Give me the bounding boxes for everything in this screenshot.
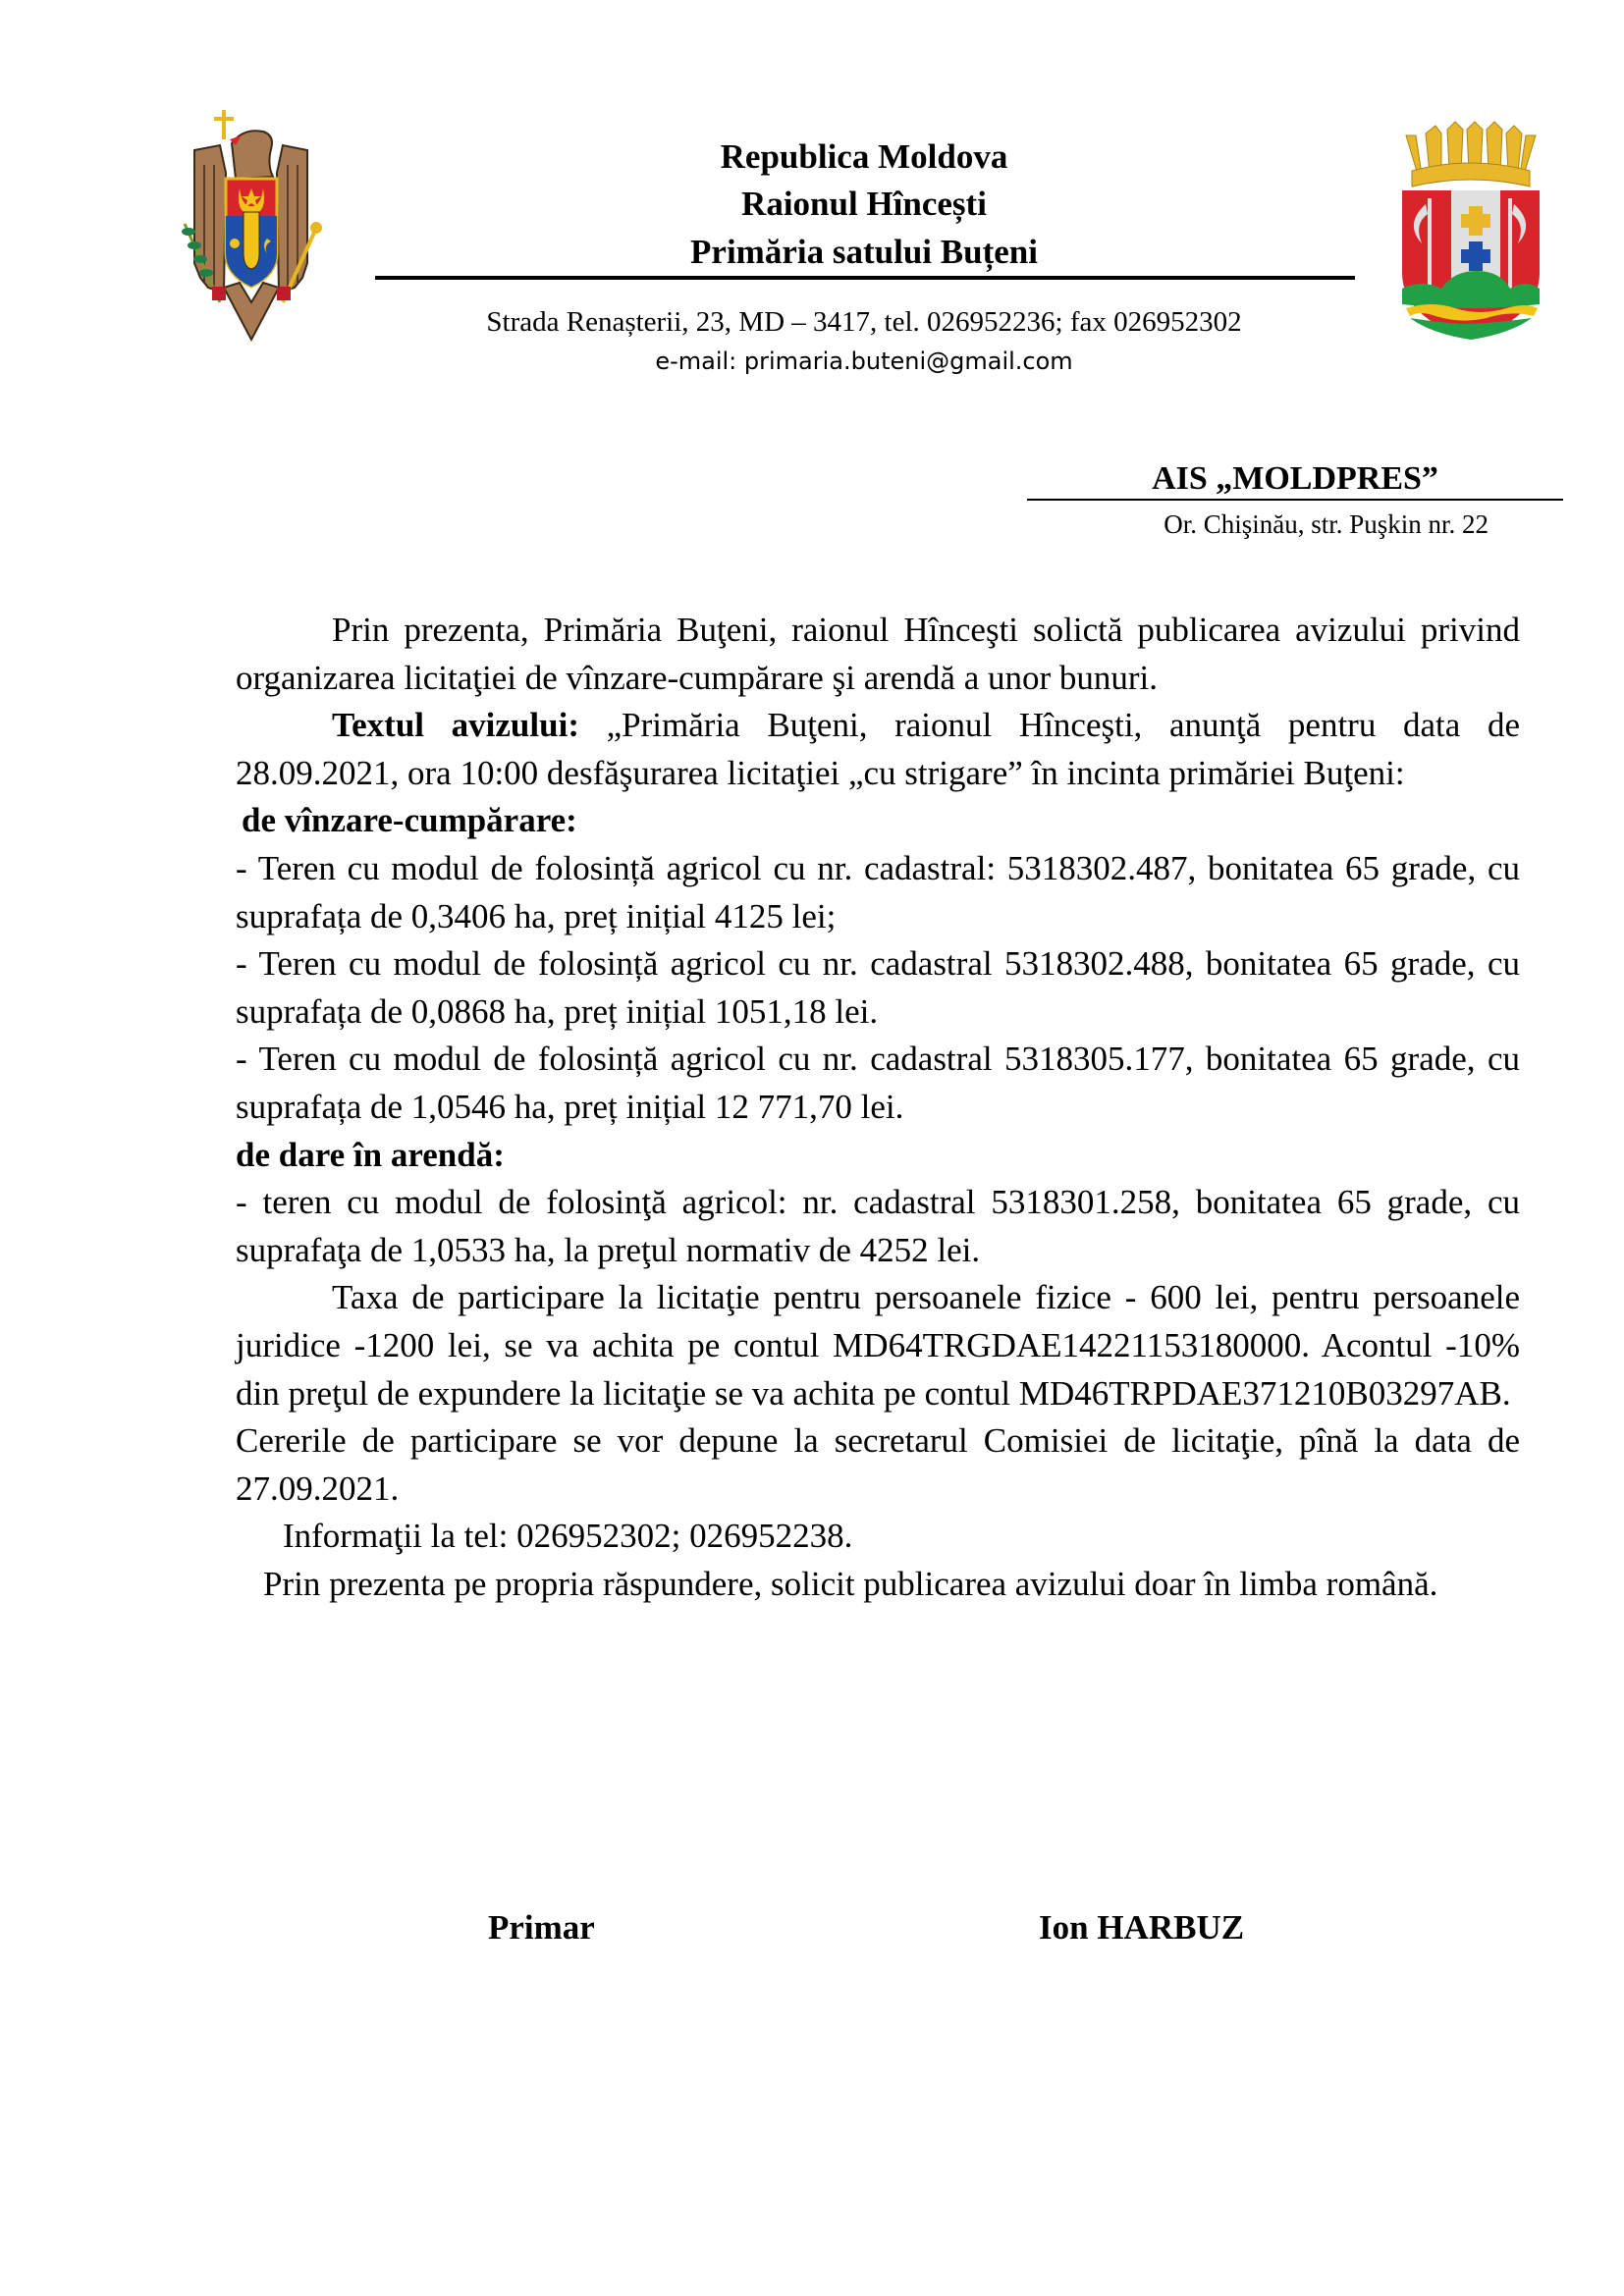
info-paragraph: Informaţii la tel: 026952302; 026952238. [283, 1517, 853, 1556]
header-address: Strada Renașterii, 23, MD – 3417, tel. 026952236; fax 026952302 [486, 306, 1242, 338]
header-district: Raionul Hîncești [741, 185, 987, 223]
header-country: Republica Moldova [720, 137, 1008, 176]
closing-paragraph: Prin prezenta pe propria răspundere, solicit publicarea avizului doar în limba română. [263, 1564, 1438, 1603]
signature-name: Ion HARBUZ [1039, 1908, 1245, 1947]
sale-heading: de vînzare-cumpărare: [242, 801, 577, 840]
sale-item: - Teren cu modul de folosință agricol cu nr. cadastral: 5318302.487, bonitatea 65 grade, cu suprafața de 0,3406 ha, preț inițial 4125 lei; [236, 848, 1520, 935]
recipient-underline [1027, 499, 1563, 501]
lease-item: - teren cu modul de folosinţă agricol: nr. cadastral 5318301.258, bonitatea 65 grade, cu suprafaţa de 1,0533 ha, la preţul normativ de 4252 lei. [236, 1183, 1520, 1269]
header-divider [375, 276, 1355, 280]
applications-paragraph: Cererile de participare se vor depune la secretarul Comisiei de licitaţie, pînă la data de 27.09.2021. [236, 1421, 1520, 1508]
sale-item: - Teren cu modul de folosință agricol cu nr. cadastral 5318305.177, bonitatea 65 grade, cu suprafața de 1,0546 ha, preț inițial 12 771,70 lei. [236, 1040, 1520, 1126]
header-institution: Primăria satului Buțeni [690, 233, 1038, 271]
recipient-address: Or. Chişinău, str. Puşkin nr. 22 [1164, 509, 1489, 539]
buteni-coat-of-arms-icon [1392, 116, 1549, 342]
intro-paragraph: Prin prezenta, Primăria Buţeni, raionul Hînceşti solictă publicarea avizului privind organizarea licitaţiei de vînzare-cumpărare şi arendă a unor bunuri. [236, 611, 1520, 697]
header-email: e-mail: primaria.buteni@gmail.com [655, 347, 1073, 375]
notice-label: Textul avizului: [332, 706, 579, 745]
letter-body [236, 607, 1520, 1608]
sale-item: - Teren cu modul de folosință agricol cu nr. cadastral 5318302.488, bonitatea 65 grade, cu suprafața de 0,0868 ha, preț inițial 1051,18 lei. [236, 944, 1520, 1031]
recipient-name: AIS „MOLDPRES” [1152, 460, 1438, 497]
signature-role: Primar [488, 1908, 595, 1947]
moldova-coat-of-arms-icon [165, 106, 337, 342]
notice-paragraph [236, 702, 1520, 797]
lease-heading: de dare în arendă: [236, 1135, 505, 1174]
fee-paragraph: Taxa de participare la licitaţie pentru persoanele fizice - 600 lei, pentru persoanele juridice -1200 lei, se va achita pe contul MD64TRGDAE14221153180000. Acontul -10% din preţul de expundere la licitaţie se va achita pe contul MD46TRPDAE371210B03297AB. [236, 1278, 1520, 1413]
notice-text: „Primăria Buţeni, raionul Hînceşti, anunţă pentru data de 28.09.2021, ora 10:00 desfăşurarea licitaţiei „cu strigare” în incinta primăriei Buţeni: [236, 706, 1520, 792]
